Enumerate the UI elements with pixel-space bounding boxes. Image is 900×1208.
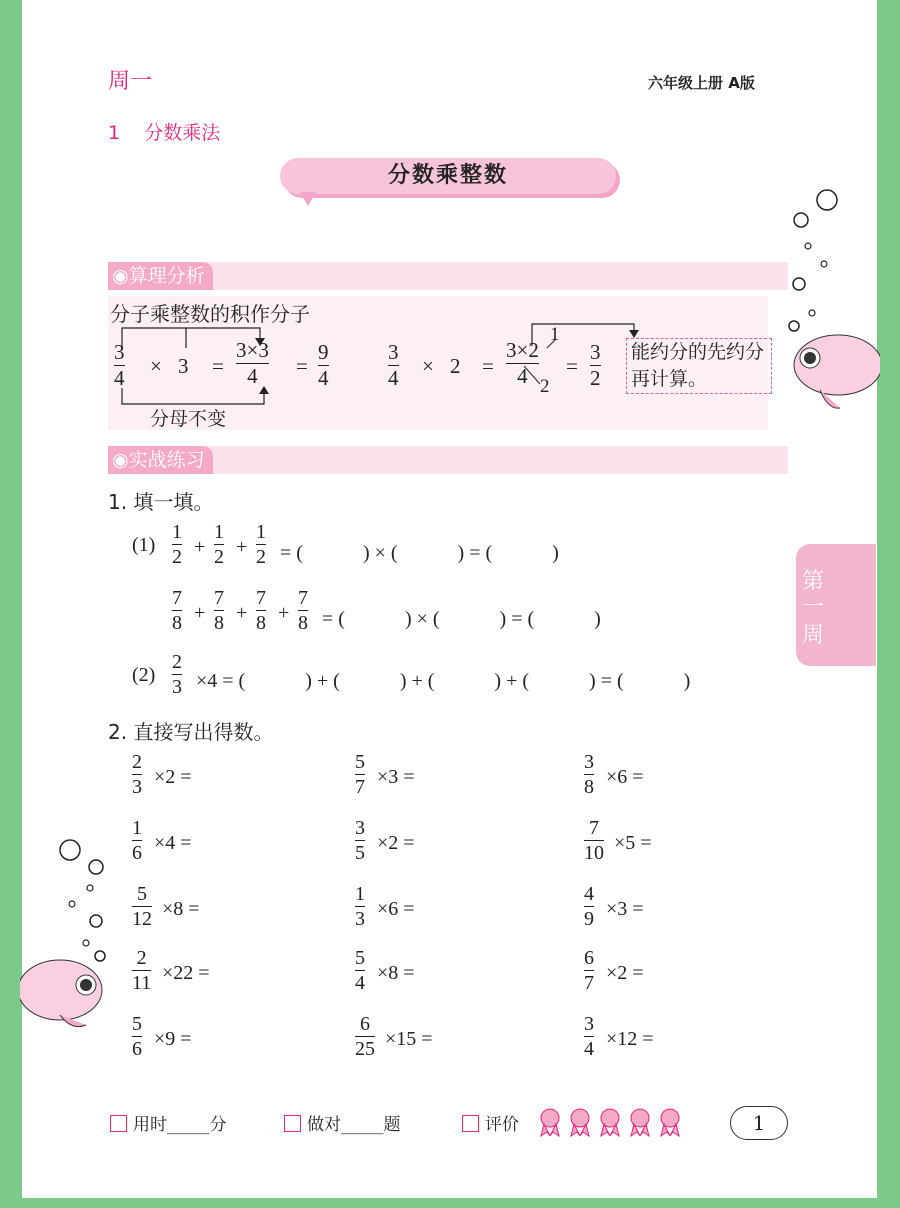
correct-label: 做对_____题: [307, 1115, 401, 1135]
practice-label: ◉实战练习: [108, 446, 213, 474]
fish-decoration-left: [20, 830, 120, 1040]
banner-tail: [300, 192, 316, 206]
q2-title: 2. 直接写出得数。: [108, 720, 274, 744]
analysis-label: ◉算理分析: [108, 262, 213, 290]
q1-half-fraction: 1 2: [172, 521, 182, 568]
q2-item-expression[interactable]: ×3 =: [606, 898, 644, 920]
plus-sign: +: [236, 536, 248, 558]
q1-half-fraction: 1 2: [256, 521, 266, 568]
ex2-fraction-a: 3 4: [388, 340, 399, 390]
footer-eval[interactable]: [462, 1110, 519, 1135]
fish-decoration-right: [780, 180, 880, 420]
section-number: 1: [108, 122, 121, 144]
simplify-note: 能约分的先约分再计算。: [626, 338, 772, 394]
q2-item-expression[interactable]: ×9 =: [154, 1028, 192, 1050]
practice-header: [108, 446, 788, 474]
q2-item-expression[interactable]: ×6 =: [606, 766, 644, 788]
q2-item-fraction: 3 5: [355, 817, 365, 864]
q2-item-expression[interactable]: ×22 =: [162, 962, 210, 984]
time-label: 用时_____分: [133, 1115, 227, 1135]
q1-part1-line1-blanks[interactable]: = ( ) × ( ) = ( ): [280, 542, 559, 564]
page-number: 1: [730, 1106, 788, 1140]
week-tab-char-2: 一: [802, 595, 825, 620]
day-label: 周一: [108, 69, 153, 94]
ex2-fraction-result: 3 2: [590, 340, 601, 390]
q1-part2-label: (2): [132, 664, 156, 686]
q2-item-expression[interactable]: ×2 =: [606, 962, 644, 984]
ex2-integer: 2: [450, 354, 461, 378]
q2-item-fraction: 5 7: [355, 751, 365, 798]
q1-seventh-fraction: 7 8: [298, 587, 308, 634]
q1-half-fraction: 1 2: [214, 521, 224, 568]
week-tab: [796, 544, 876, 666]
plus-sign: +: [194, 536, 206, 558]
ex1-equals: =: [212, 354, 224, 378]
q2-item-expression[interactable]: ×6 =: [377, 898, 415, 920]
ex2-equals-2: =: [566, 354, 578, 378]
q2-item-expression[interactable]: ×15 =: [385, 1028, 433, 1050]
ex1-integer: 3: [178, 354, 189, 378]
q2-item-fraction: 6 25: [355, 1013, 375, 1060]
q2-item-fraction: 5 4: [355, 947, 365, 994]
q2-item-fraction: 3 8: [584, 751, 594, 798]
ex1-fraction-result: 9 4: [318, 340, 329, 390]
q2-item-expression[interactable]: ×8 =: [377, 962, 415, 984]
ex2-cancel-top: 1: [550, 324, 560, 345]
section-name: 分数乘法: [144, 122, 221, 144]
q2-item-expression[interactable]: ×5 =: [614, 832, 652, 854]
ex1-equals-2: =: [296, 354, 308, 378]
q2-item-fraction: 5 12: [132, 883, 152, 930]
q2-item-fraction: 3 4: [584, 1013, 594, 1060]
q2-item-fraction: 2 11: [132, 947, 152, 994]
q1-part2-blanks[interactable]: ×4 = ( ) + ( ) + ( ) + ( ) = ( ): [196, 670, 691, 692]
time-checkbox[interactable]: [110, 1115, 127, 1132]
eval-label: 评价: [485, 1115, 519, 1135]
correct-checkbox[interactable]: [284, 1115, 301, 1132]
analysis-header: [108, 262, 788, 290]
q1-seventh-fraction: 7 8: [172, 587, 182, 634]
week-tab-char-1: 第: [802, 569, 825, 594]
q2-item-fraction: 7 10: [584, 817, 604, 864]
footer-correct[interactable]: [284, 1110, 401, 1135]
q2-item-expression[interactable]: ×2 =: [377, 832, 415, 854]
q2-item-expression[interactable]: ×12 =: [606, 1028, 654, 1050]
q2-item-fraction: 1 6: [132, 817, 142, 864]
week-tab-char-3: 周: [802, 623, 825, 648]
ex2-cancel-bottom: 2: [540, 376, 550, 397]
q2-item-expression[interactable]: ×8 =: [162, 898, 200, 920]
ex2-fraction-mid: 3×2 4: [506, 338, 539, 388]
q2-item-expression[interactable]: ×4 =: [154, 832, 192, 854]
q2-item-fraction: 5 6: [132, 1013, 142, 1060]
rating-ribbons[interactable]: [536, 1106, 686, 1140]
plus-sign: +: [278, 602, 290, 624]
eval-checkbox[interactable]: [462, 1115, 479, 1132]
footer-time[interactable]: [110, 1110, 227, 1135]
q2-item-fraction: 1 3: [355, 883, 365, 930]
q1-seventh-fraction: 7 8: [214, 587, 224, 634]
analysis-rule: 分子乘整数的积作分子: [110, 302, 310, 326]
grade-label: 六年级上册 A版: [648, 74, 755, 92]
q1-part1-label: (1): [132, 534, 156, 556]
plus-sign: +: [194, 602, 206, 624]
ex1-times: ×: [150, 354, 162, 378]
q1-title: 1. 填一填。: [108, 490, 214, 514]
q2-item-fraction: 4 9: [584, 883, 594, 930]
ex2-equals: =: [482, 354, 494, 378]
q2-item-fraction: 6 7: [584, 947, 594, 994]
q1-seventh-fraction: 7 8: [256, 587, 266, 634]
ex1-bottom-note: 分母不变: [150, 408, 227, 430]
q2-item-expression[interactable]: ×2 =: [154, 766, 192, 788]
ex1-fraction-a: 3 4: [114, 340, 125, 390]
q2-item-fraction: 2 3: [132, 751, 142, 798]
ex2-times: ×: [422, 354, 434, 378]
section-title: [108, 118, 220, 145]
ex1-fraction-mid: 3×3 4: [236, 338, 269, 388]
q2-item-expression[interactable]: ×3 =: [377, 766, 415, 788]
lesson-banner: 分数乘整数: [280, 158, 616, 194]
q1-part1-line2-blanks[interactable]: = ( ) × ( ) = ( ): [322, 608, 601, 630]
plus-sign: +: [236, 602, 248, 624]
q1-part2-fraction: 2 3: [172, 651, 182, 698]
